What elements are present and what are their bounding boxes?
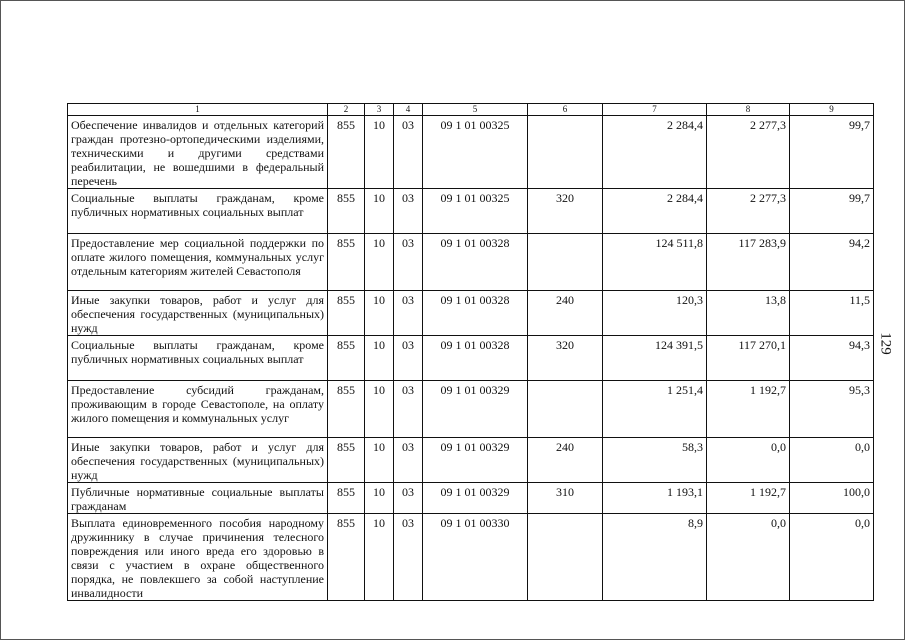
plan-amount-cell: 124 511,8 — [603, 234, 707, 291]
subsection-code-cell: 03 — [394, 189, 423, 234]
row-name-cell: Обеспечение инвалидов и отдельных категорий граждан протезно-ортопедическими изделиями, техническими и другими средствами реабилитации, не вошедшими в федеральный перечень — [68, 116, 328, 189]
target-article-cell: 09 1 01 00329 — [423, 381, 528, 438]
section-code-cell: 10 — [365, 336, 394, 381]
row-name-cell: Иные закупки товаров, работ и услуг для обеспечения государственных (муниципальных) нужд — [68, 291, 328, 336]
row-name-cell: Социальные выплаты гражданам, кроме публичных нормативных социальных выплат — [68, 189, 328, 234]
table-row — [68, 234, 874, 291]
ved-code-cell: 855 — [328, 438, 365, 483]
expense-type-cell: 240 — [528, 438, 603, 483]
actual-amount-cell: 0,0 — [707, 514, 790, 601]
plan-amount-cell: 124 391,5 — [603, 336, 707, 381]
section-code-cell: 10 — [365, 234, 394, 291]
column-header: 1 — [68, 104, 328, 116]
table-row — [68, 336, 874, 381]
target-article-cell: 09 1 01 00329 — [423, 438, 528, 483]
section-code-cell: 10 — [365, 116, 394, 189]
actual-amount-cell: 2 277,3 — [707, 116, 790, 189]
expense-type-cell: 240 — [528, 291, 603, 336]
column-header: 5 — [423, 104, 528, 116]
expense-type-cell — [528, 381, 603, 438]
target-article-cell: 09 1 01 00328 — [423, 336, 528, 381]
subsection-code-cell: 03 — [394, 438, 423, 483]
table-row — [68, 291, 874, 336]
table-row — [68, 483, 874, 514]
percent-cell: 100,0 — [790, 483, 874, 514]
column-header: 8 — [707, 104, 790, 116]
expense-type-cell — [528, 234, 603, 291]
target-article-cell: 09 1 01 00328 — [423, 234, 528, 291]
percent-cell: 0,0 — [790, 438, 874, 483]
row-name-cell: Социальные выплаты гражданам, кроме публичных нормативных социальных выплат — [68, 336, 328, 381]
subsection-code-cell: 03 — [394, 291, 423, 336]
row-name-cell: Публичные нормативные социальные выплаты гражданам — [68, 483, 328, 514]
subsection-code-cell: 03 — [394, 234, 423, 291]
table-row — [68, 514, 874, 601]
row-name-cell: Иные закупки товаров, работ и услуг для обеспечения государственных (муниципальных) нужд — [68, 438, 328, 483]
actual-amount-cell: 117 283,9 — [707, 234, 790, 291]
percent-cell: 94,3 — [790, 336, 874, 381]
budget-table — [67, 103, 874, 601]
target-article-cell: 09 1 01 00328 — [423, 291, 528, 336]
percent-cell: 99,7 — [790, 116, 874, 189]
percent-cell: 11,5 — [790, 291, 874, 336]
ved-code-cell: 855 — [328, 381, 365, 438]
section-code-cell: 10 — [365, 514, 394, 601]
plan-amount-cell: 8,9 — [603, 514, 707, 601]
expense-type-cell — [528, 116, 603, 189]
percent-cell: 99,7 — [790, 189, 874, 234]
target-article-cell: 09 1 01 00329 — [423, 483, 528, 514]
ved-code-cell: 855 — [328, 234, 365, 291]
ved-code-cell: 855 — [328, 483, 365, 514]
ved-code-cell: 855 — [328, 336, 365, 381]
subsection-code-cell: 03 — [394, 336, 423, 381]
target-article-cell: 09 1 01 00325 — [423, 189, 528, 234]
expense-type-cell: 320 — [528, 336, 603, 381]
actual-amount-cell: 0,0 — [707, 438, 790, 483]
table-row — [68, 116, 874, 189]
column-header: 7 — [603, 104, 707, 116]
actual-amount-cell: 13,8 — [707, 291, 790, 336]
row-name-cell: Выплата единовременного пособия народному дружиннику в случае причинения телесного повреждения или иного вреда его здоровью в связи с участием в охране общественного порядка, не повлекшего за собой наступление инвалидности — [68, 514, 328, 601]
plan-amount-cell: 1 193,1 — [603, 483, 707, 514]
actual-amount-cell: 117 270,1 — [707, 336, 790, 381]
column-header: 3 — [365, 104, 394, 116]
table-row — [68, 438, 874, 483]
plan-amount-cell: 120,3 — [603, 291, 707, 336]
section-code-cell: 10 — [365, 189, 394, 234]
plan-amount-cell: 2 284,4 — [603, 116, 707, 189]
table-header-row — [68, 104, 874, 116]
target-article-cell: 09 1 01 00330 — [423, 514, 528, 601]
ved-code-cell: 855 — [328, 189, 365, 234]
subsection-code-cell: 03 — [394, 381, 423, 438]
expense-type-cell — [528, 514, 603, 601]
row-name-cell: Предоставление субсидий гражданам, проживающим в городе Севастополе, на оплату жилого помещения и коммунальных услуг — [68, 381, 328, 438]
column-header: 2 — [328, 104, 365, 116]
column-header: 4 — [394, 104, 423, 116]
subsection-code-cell: 03 — [394, 514, 423, 601]
section-code-cell: 10 — [365, 438, 394, 483]
ved-code-cell: 855 — [328, 291, 365, 336]
column-header: 6 — [528, 104, 603, 116]
percent-cell: 0,0 — [790, 514, 874, 601]
actual-amount-cell: 2 277,3 — [707, 189, 790, 234]
target-article-cell: 09 1 01 00325 — [423, 116, 528, 189]
expense-type-cell: 320 — [528, 189, 603, 234]
ved-code-cell: 855 — [328, 116, 365, 189]
actual-amount-cell: 1 192,7 — [707, 381, 790, 438]
row-name-cell: Предоставление мер социальной поддержки по оплате жилого помещения, коммунальных услуг отдельным категориям жителей Севастополя — [68, 234, 328, 291]
percent-cell: 95,3 — [790, 381, 874, 438]
ved-code-cell: 855 — [328, 514, 365, 601]
subsection-code-cell: 03 — [394, 483, 423, 514]
subsection-code-cell: 03 — [394, 116, 423, 189]
table-row — [68, 381, 874, 438]
section-code-cell: 10 — [365, 381, 394, 438]
plan-amount-cell: 1 251,4 — [603, 381, 707, 438]
page-number: 129 — [877, 332, 894, 355]
table-row — [68, 189, 874, 234]
percent-cell: 94,2 — [790, 234, 874, 291]
actual-amount-cell: 1 192,7 — [707, 483, 790, 514]
section-code-cell: 10 — [365, 291, 394, 336]
plan-amount-cell: 2 284,4 — [603, 189, 707, 234]
column-header: 9 — [790, 104, 874, 116]
expense-type-cell: 310 — [528, 483, 603, 514]
section-code-cell: 10 — [365, 483, 394, 514]
plan-amount-cell: 58,3 — [603, 438, 707, 483]
